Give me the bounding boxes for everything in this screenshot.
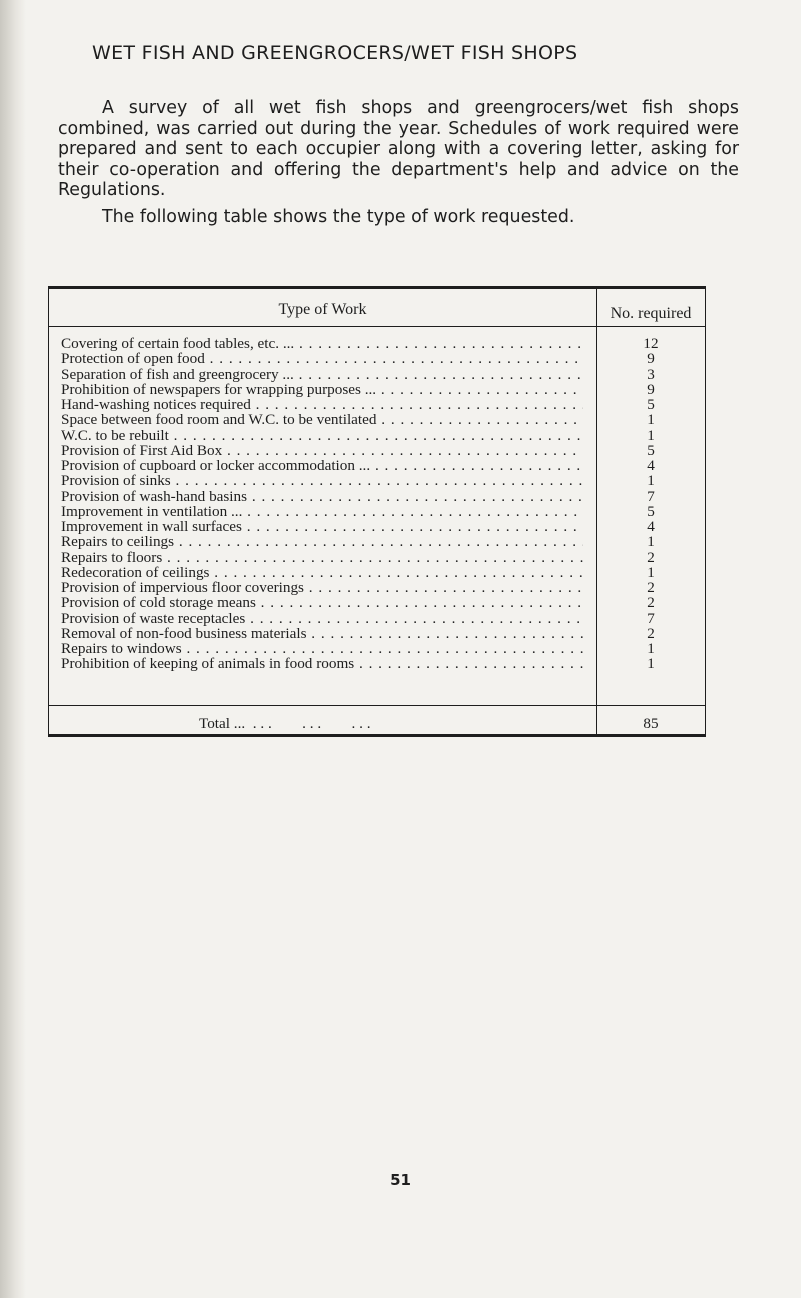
number-required-cell: 1 — [647, 472, 655, 490]
table-row — [61, 489, 706, 504]
header-number-required: No. required — [610, 305, 692, 322]
number-required-cell: 1 — [647, 533, 655, 551]
table-row — [61, 534, 706, 549]
table-row — [61, 595, 706, 610]
table-row — [61, 428, 706, 443]
work-type-cell: Repairs to windows . . . — [61, 641, 583, 656]
number-required-cell: 1 — [647, 640, 655, 657]
work-type-cell: Hand-washing notices required . . . — [61, 397, 583, 412]
total-value: 85 — [643, 715, 659, 732]
number-required-cell: 7 — [647, 609, 655, 627]
work-type-cell: Covering of certain food tables, etc. ... . . . — [61, 336, 583, 351]
number-required-cell: 1 — [647, 563, 655, 581]
number-required-cell: 7 — [647, 487, 655, 505]
table-row — [61, 351, 706, 366]
work-type-cell: Provision of First Aid Box . . . — [61, 443, 583, 458]
number-required-cell: 9 — [647, 350, 655, 368]
table-row — [61, 382, 706, 397]
work-type-cell: Space between food room and W.C. to be ventilated . . . — [61, 412, 583, 427]
number-required-cell: 2 — [647, 594, 655, 612]
table-row — [61, 473, 706, 488]
work-requested-table — [48, 286, 706, 737]
table-row — [61, 458, 706, 473]
work-type-cell: Provision of cold storage means . . . — [61, 595, 583, 610]
number-required-cell: 9 — [647, 380, 655, 398]
number-required-cell: 1 — [647, 426, 655, 444]
table-row — [61, 504, 706, 519]
table-row — [61, 397, 706, 412]
header-type-of-work: Type of Work — [278, 301, 367, 318]
number-required-cell: 4 — [647, 518, 655, 535]
table-row — [61, 656, 706, 671]
table-row — [61, 641, 706, 656]
header-rule — [49, 326, 705, 327]
number-required-cell: 2 — [647, 579, 655, 596]
page-number: 51 — [390, 1171, 411, 1189]
work-type-cell: Protection of open food . . . — [61, 351, 583, 366]
work-type-cell: Removal of non-food business materials . . . — [61, 626, 583, 641]
intro-paragraph: A survey of all wet fish shops and greengrocers/wet fish shops combined, was carried out during the year. Schedules of work required were prepared and sent to each occupier along with a covering letter, asking for their co-operation and offering the department's help and advice on the Regulations. — [58, 98, 739, 200]
work-type-cell: Provision of waste receptacles . . . — [61, 611, 583, 626]
table-row — [61, 367, 706, 382]
number-required-cell: 2 — [647, 548, 655, 566]
number-required-cell: 5 — [647, 396, 655, 413]
number-required-cell: 1 — [647, 411, 655, 429]
number-required-cell: 4 — [647, 457, 655, 474]
work-type-cell: Prohibition of newspapers for wrapping purposes ... . . . — [61, 382, 583, 397]
work-type-cell: Prohibition of keeping of animals in food rooms . . . — [61, 656, 583, 671]
number-required-cell: 5 — [647, 441, 655, 459]
table-row — [61, 336, 706, 351]
work-type-cell: Repairs to ceilings . . . — [61, 534, 583, 549]
number-required-cell: 3 — [647, 365, 655, 383]
page-heading: WET FISH AND GREENGROCERS/WET FISH SHOPS — [92, 42, 578, 64]
table-row — [61, 550, 706, 565]
total-rule — [49, 705, 705, 706]
number-required-cell: 2 — [647, 624, 655, 642]
work-type-cell: Provision of sinks . . . — [61, 473, 583, 488]
work-type-cell: Provision of wash-hand basins . . . — [61, 489, 583, 504]
table-row — [61, 565, 706, 580]
work-type-cell: Provision of impervious floor coverings . . . — [61, 580, 583, 595]
work-type-cell: Redecoration of ceilings . . . — [61, 565, 583, 580]
work-type-cell: Provision of cupboard or locker accommodation ... . . . — [61, 458, 583, 473]
table-body — [61, 336, 706, 672]
work-type-cell: Separation of fish and greengrocery ... . . . — [61, 367, 583, 382]
table-row — [61, 519, 706, 534]
number-required-cell: 1 — [647, 655, 655, 673]
table-row — [61, 443, 706, 458]
table-row — [61, 580, 706, 595]
number-required-cell: 5 — [647, 502, 655, 520]
table-row — [61, 611, 706, 626]
total-label: Total ... . . . — [199, 715, 579, 733]
work-type-cell: Improvement in ventilation ... . . . — [61, 504, 583, 519]
number-required-cell: 12 — [643, 335, 659, 352]
work-type-cell: Improvement in wall surfaces . . . — [61, 519, 583, 534]
table-intro-paragraph: The following table shows the type of work requested. — [102, 207, 575, 227]
page-edge-shadow — [0, 0, 26, 1298]
table-row — [61, 412, 706, 427]
work-type-cell: Repairs to floors . . . — [61, 550, 583, 565]
work-type-cell: W.C. to be rebuilt . . . — [61, 428, 583, 443]
table-row — [61, 626, 706, 641]
